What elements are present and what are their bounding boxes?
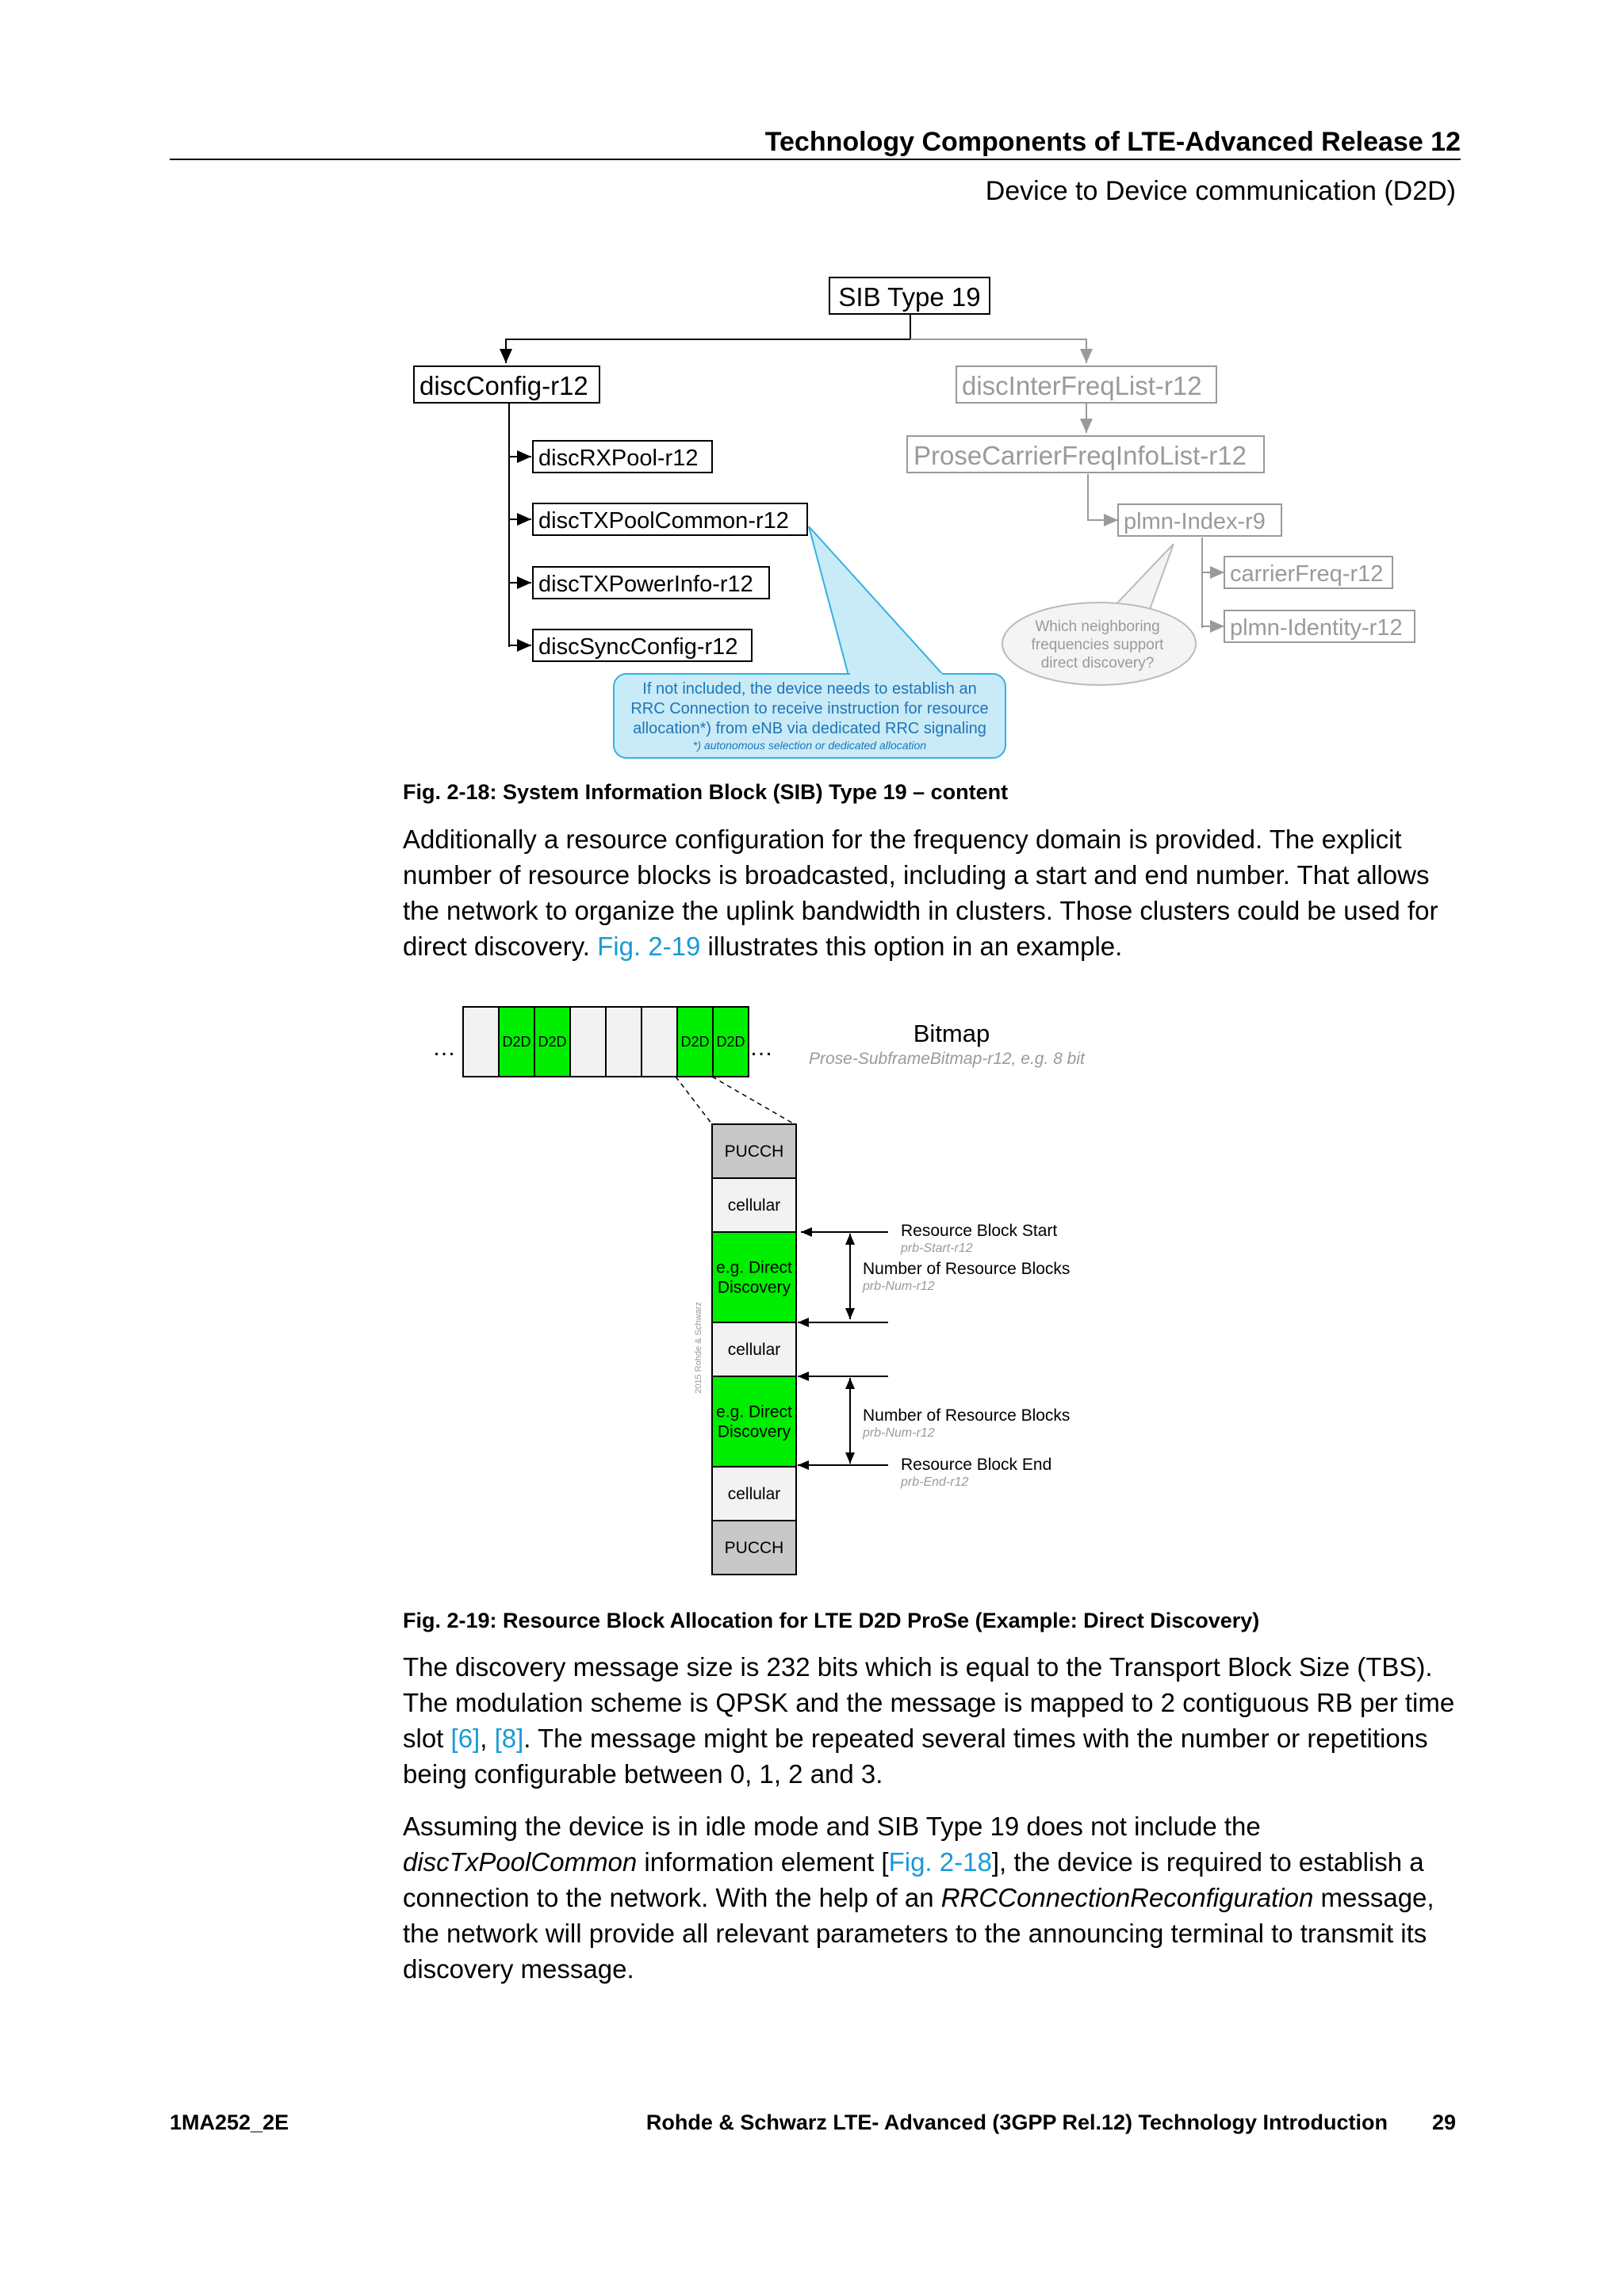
rb-block-label: e.g. Direct	[716, 1402, 792, 1422]
ref-6-link[interactable]: [6]	[450, 1724, 481, 1753]
bitmap-ellipsis-right: …	[749, 1035, 773, 1061]
callout-line-3: allocation*) from eNB via dedicated RRC signaling	[633, 720, 986, 737]
bitmap-cell-label: D2D	[680, 1034, 710, 1050]
rb-block-d2d	[712, 1232, 796, 1322]
label-rb-num-1: Number of Resource Blocks	[863, 1260, 1071, 1278]
bitmap-cell	[570, 1007, 606, 1077]
bitmap-cell-label: D2D	[716, 1034, 745, 1050]
question-bubble	[1002, 544, 1196, 685]
label-rb-end-param: prb-End-r12	[901, 1475, 969, 1489]
rb-block-label: cellular	[727, 1341, 781, 1359]
rb-block-label: e.g. Direct	[716, 1258, 792, 1277]
bitmap-cell-label: D2D	[538, 1034, 567, 1050]
rb-block-d2d	[712, 1376, 796, 1467]
label-rb-start-param: prb-Start-r12	[901, 1242, 973, 1255]
callout-line-2: RRC Connection to receive instruction for resource	[630, 700, 989, 718]
rb-block-label: PUCCH	[724, 1142, 784, 1161]
ref-8-link[interactable]: [8]	[494, 1724, 524, 1753]
paragraph-discovery-message: The discovery message size is 232 bits which is equal to the Transport Block Size (TBS). The modulation scheme is QPSK and the message is mapped to 2 contiguous RB per time slot [6], [8]. The message might be repeated several times with the number or repetitions being configurable between 0, 1, 2 and 3.	[403, 1652, 1455, 1789]
figure-2-18-caption: Fig. 2-18: System Information Block (SIB) Type 19 – content	[403, 780, 1009, 804]
question-line-2: frequencies support	[1031, 637, 1164, 653]
node-disc-inter-freq-list: discInterFreqList-r12	[962, 371, 1202, 400]
rb-block-label: Discovery	[717, 1422, 791, 1441]
label-rb-num-2-param: prb-Num-r12	[863, 1426, 935, 1440]
figure-2-19-diagram	[0, 983, 1624, 1586]
question-line-1: Which neighboring	[1035, 618, 1160, 635]
footer-page-number: 29	[1431, 2110, 1456, 2134]
figure-2-18-diagram	[0, 0, 1624, 777]
node-carrier-freq: carrierFreq-r12	[1230, 561, 1384, 587]
bitmap-subtitle: Prose-SubframeBitmap-r12, e.g. 8 bit	[809, 1050, 1085, 1068]
bitmap-cell	[642, 1007, 677, 1077]
node-plmn-index: plmn-Index-r9	[1124, 509, 1266, 534]
rb-block-label: cellular	[727, 1196, 781, 1215]
label-rb-end: Resource Block End	[901, 1456, 1052, 1474]
node-disc-tx-power-info: discTXPowerInfo-r12	[538, 572, 753, 597]
node-disc-rx-pool: discRXPool-r12	[538, 446, 699, 471]
footer-doc-id: 1MA252_2E	[170, 2110, 289, 2134]
copyright-note: 2015 Rohde & Schwarz	[694, 1302, 703, 1394]
bitmap-cell	[463, 1007, 499, 1077]
node-disc-tx-pool-common: discTXPoolCommon-r12	[538, 508, 789, 534]
link-fig-2-19[interactable]: Fig. 2-19	[597, 932, 701, 961]
node-sib-type-19: SIB Type 19	[838, 282, 981, 312]
bitmap-cell	[606, 1007, 642, 1077]
bitmap-ellipsis-left: …	[432, 1035, 456, 1061]
callout-footnote: *) autonomous selection or dedicated allocation	[692, 739, 927, 752]
node-plmn-identity: plmn-Identity-r12	[1230, 615, 1403, 641]
bitmap-cell-label: D2D	[502, 1034, 531, 1050]
bitmap-title: Bitmap	[913, 1020, 990, 1047]
node-disc-config: discConfig-r12	[419, 371, 588, 400]
running-subtitle: Device to Device communication (D2D)	[985, 176, 1456, 206]
label-rb-start: Resource Block Start	[901, 1222, 1058, 1240]
label-rb-num-1-param: prb-Num-r12	[863, 1280, 935, 1293]
callout-line-1: If not included, the device needs to establish an	[642, 680, 977, 698]
label-rb-num-2: Number of Resource Blocks	[863, 1406, 1071, 1425]
rb-block-label: PUCCH	[724, 1539, 784, 1557]
rb-block-label: cellular	[727, 1485, 781, 1503]
paragraph-idle-mode: Assuming the device is in idle mode and SIB Type 19 does not include the discTxPoolCommon information element [Fig. 2-18], the device is required to establish a connection to the network. With the help of an RRCConnectionReconfiguration message, the network will provide all relevant parameters to the announcing terminal to transmit its discovery message.	[403, 1812, 1434, 1984]
footer-title: Rohde & Schwarz LTE- Advanced (3GPP Rel.12) Technology Introduction	[645, 2110, 1388, 2134]
figure-2-19-caption: Fig. 2-19: Resource Block Allocation for LTE D2D ProSe (Example: Direct Discovery)	[403, 1609, 1260, 1632]
link-fig-2-18[interactable]: Fig. 2-18	[888, 1847, 992, 1877]
question-line-3: direct discovery?	[1040, 655, 1155, 672]
node-disc-sync-config: discSyncConfig-r12	[538, 634, 738, 660]
node-prose-carrier-freq-info-list: ProseCarrierFreqInfoList-r12	[914, 441, 1247, 470]
running-title: Technology Components of LTE-Advanced Release 12	[764, 127, 1461, 157]
rb-block-label: Discovery	[717, 1278, 791, 1297]
paragraph-resource-configuration: Additionally a resource configuration for the frequency domain is provided. The explicit number of resource blocks is broadcasted, including a start and end number. That allows the network to organize the uplink bandwidth in clusters. Those clusters could be used for direct discovery. Fig. 2-19 illustrates this option in an example.	[403, 825, 1438, 961]
